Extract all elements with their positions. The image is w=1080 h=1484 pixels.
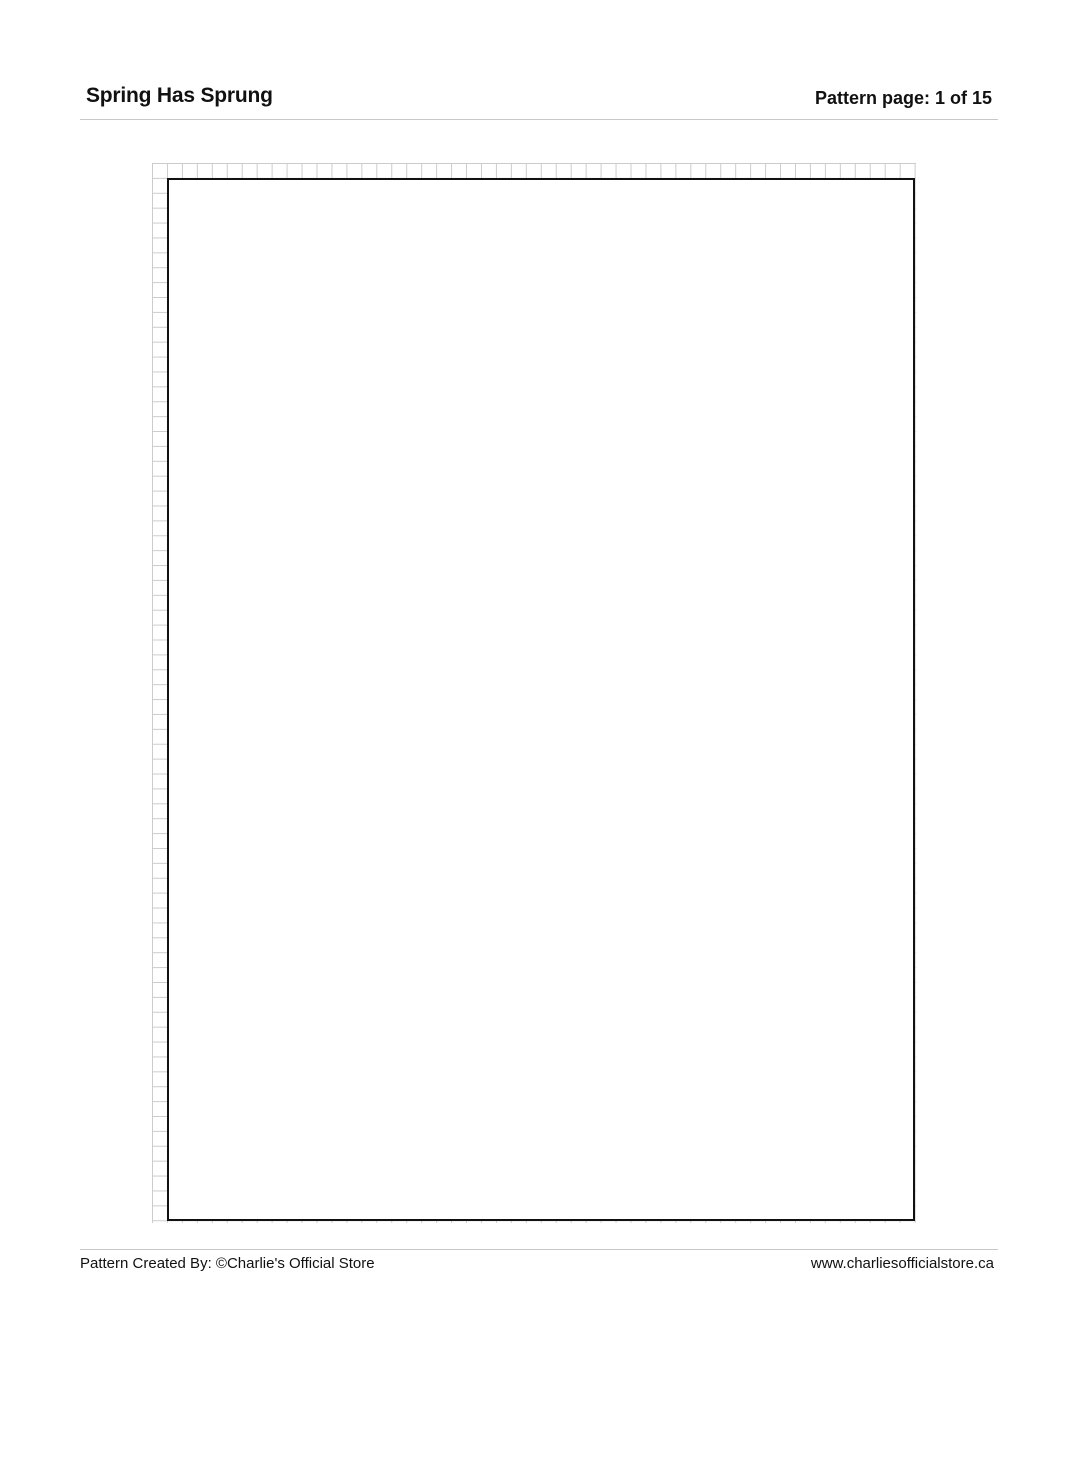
- cross-stitch-chart: [167, 178, 915, 1221]
- footer-website[interactable]: www.charliesofficialstore.ca: [810, 1255, 994, 1272]
- page-indicator: Pattern page: 1 of 15: [814, 88, 992, 108]
- header-divider: [80, 119, 998, 120]
- footer-credit: Pattern Created By: ©Charlie's Official Store: [80, 1255, 375, 1272]
- footer-divider: [80, 1249, 998, 1250]
- pattern-title: Spring Has Sprung: [86, 84, 273, 107]
